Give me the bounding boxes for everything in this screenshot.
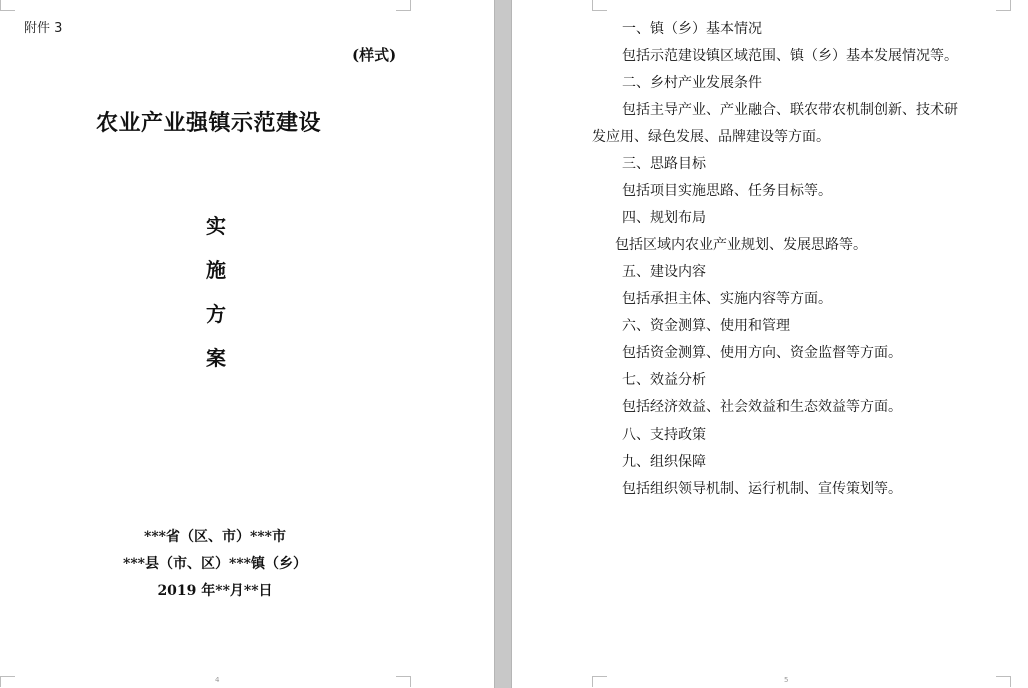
section-heading: 七、效益分析: [622, 372, 706, 388]
section-heading: 五、建设内容: [622, 264, 706, 280]
document-page-left: [0, 0, 494, 688]
crop-mark: [396, 676, 411, 687]
section-body: 包括承担主体、实施内容等方面。: [622, 291, 832, 307]
attachment-label: 附件 3: [24, 21, 63, 36]
section-heading: 三、思路目标: [622, 156, 706, 172]
section-heading: 六、资金测算、使用和管理: [622, 318, 790, 334]
page-number: 4: [215, 676, 220, 684]
section-body: 包括主导产业、产业融合、联农带农机制创新、技术研: [622, 102, 958, 118]
crop-mark: [996, 0, 1011, 11]
section-heading: 八、支持政策: [622, 427, 706, 443]
sample-mark: (样式): [352, 46, 397, 64]
section-heading: 四、规划布局: [622, 210, 706, 226]
section-body: 发应用、绿色发展、品牌建设等方面。: [592, 129, 830, 145]
vertical-title-char: 案: [206, 346, 226, 370]
vertical-title-char: 方: [206, 302, 226, 326]
section-heading: 二、乡村产业发展条件: [622, 75, 762, 91]
document-page-right: [512, 0, 1028, 688]
section-body: 包括组织领导机制、运行机制、宣传策划等。: [622, 481, 902, 497]
section-body: 包括示范建设镇区域范围、镇（乡）基本发展情况等。: [622, 48, 958, 64]
crop-mark: [592, 0, 607, 11]
page-gutter: [494, 0, 512, 688]
crop-mark: [592, 676, 607, 687]
section-heading: 一、镇（乡）基本情况: [622, 21, 762, 37]
section-body: 包括区域内农业产业规划、发展思路等。: [615, 237, 867, 253]
footer-line-county: ***县（市、区）***镇（乡）: [123, 556, 307, 572]
crop-mark: [396, 0, 411, 11]
crop-mark: [0, 676, 15, 687]
footer-line-date: 2019 年**月**日: [157, 583, 273, 599]
section-body: 包括项目实施思路、任务目标等。: [622, 183, 832, 199]
section-body: 包括经济效益、社会效益和生态效益等方面。: [622, 399, 902, 415]
section-heading: 九、组织保障: [622, 454, 706, 470]
footer-line-province: ***省（区、市）***市: [144, 529, 286, 545]
page-number: 5: [784, 676, 789, 684]
crop-mark: [996, 676, 1011, 687]
document-title: 农业产业强镇示范建设: [96, 110, 322, 136]
crop-mark: [0, 0, 15, 11]
vertical-title-char: 实: [206, 214, 226, 238]
section-body: 包括资金测算、使用方向、资金监督等方面。: [622, 345, 902, 361]
vertical-title-char: 施: [206, 258, 226, 282]
